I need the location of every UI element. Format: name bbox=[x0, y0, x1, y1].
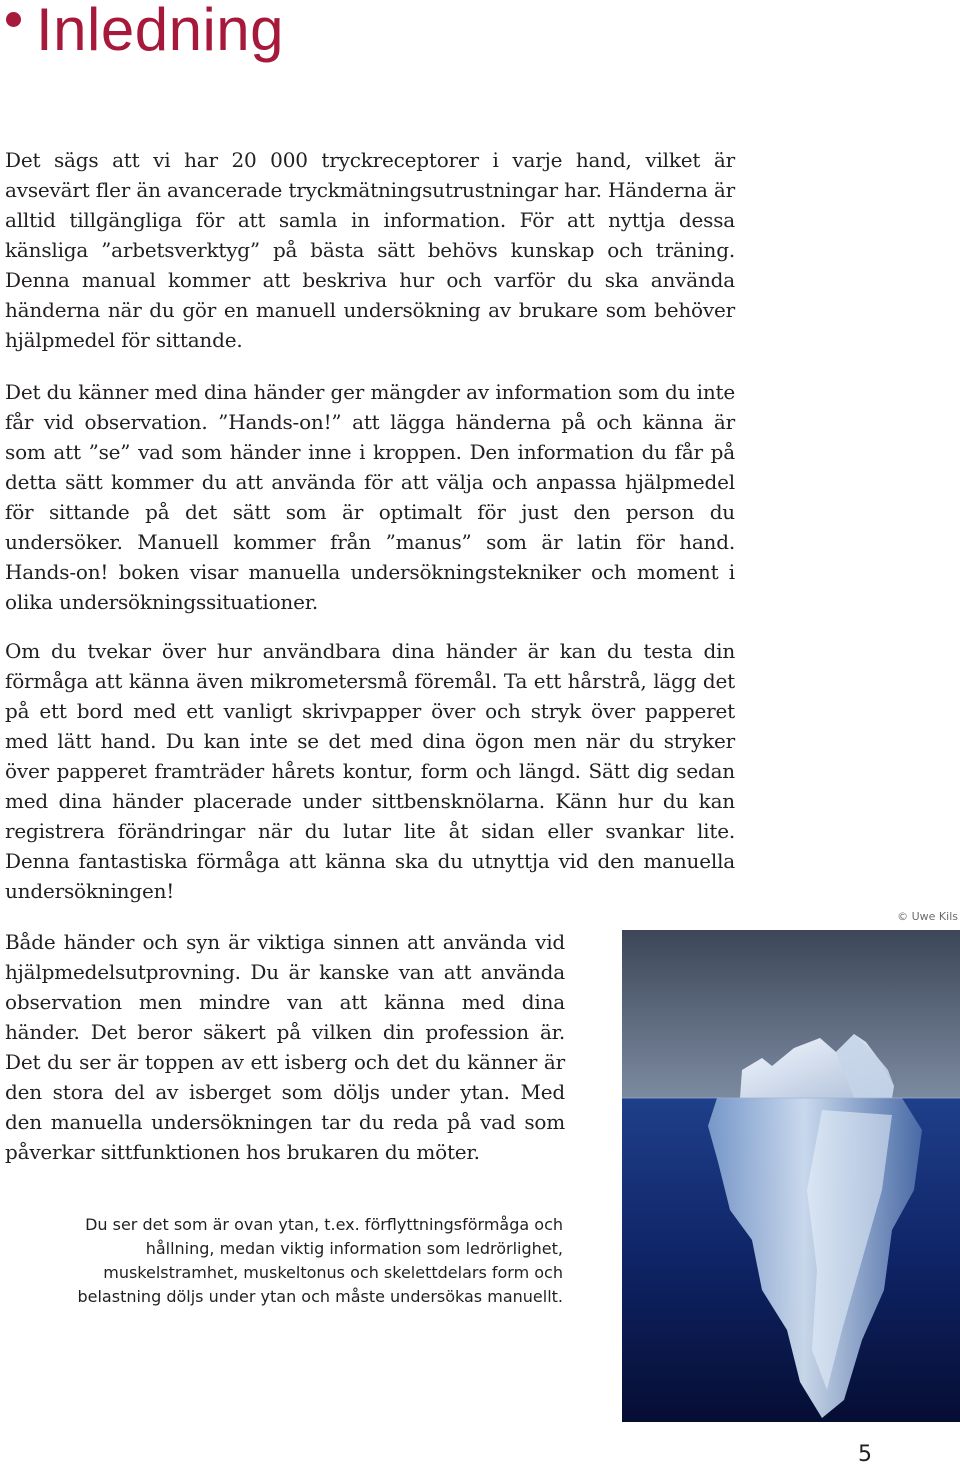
page-title: Inledning bbox=[36, 0, 285, 63]
iceberg-photo bbox=[622, 930, 960, 1422]
paragraph-3: Om du tvekar över hur användbara dina händer är kan du testa din förmåga att känna även mikrometersmå föremål. Ta ett hårstrå, lägg det på ett bord med ett vanligt skrivpapper över och stryk över papperet med lätt hand. Du kan inte se det med dina ögon men när du stryker över papperet framträder hårets kontur, form och längd. Sätt dig sedan med dina händer placerade under sittbensknölarna. Känn hur du kan registrera förändringar när du lutar lite åt sidan eller svankar lite. Denna fantastiska förmåga att känna ska du utnyttja vid den manuella undersökningen! bbox=[5, 639, 735, 903]
page-number: 5 bbox=[858, 1442, 872, 1467]
paragraph-1: Det sägs att vi har 20 000 tryckreceptorer i varje hand, vilket är avsevärt fler än avancerade tryckmätningsutrustningar har. Händerna är alltid tillgängliga för att samla in information. För att nyttja dessa känsliga ”arbetsverktyg” på bästa sätt behövs kunskap och träning. Denna manual kommer att beskriva hur och varför du ska använda händerna när du gör en manuell undersökning av brukare som behöver hjälpmedel för sittande. bbox=[5, 148, 735, 352]
photo-credit: © Uwe Kils bbox=[897, 910, 958, 923]
title-bullet bbox=[6, 12, 21, 27]
paragraph-4: Både händer och syn är viktiga sinnen att använda vid hjälpmedelsutprovning. Du är kanske van att använda observation men mindre van att känna med dina händer. Det beror säkert på vilken din profession är. Det du ser är toppen av ett isberg och det du känner är den stora del av isberget som döljs under ytan. Med den manuella undersökningen tar du reda på vad som påverkar sittfunktionen hos brukaren du möter. bbox=[5, 930, 565, 1164]
image-caption: Du ser det som är ovan ytan, t.ex. förflyttningsförmåga och hållning, medan viktig information som ledrörlighet, muskelstramhet, muskeltonus och skelettdelars form och belastning döljs under ytan och måste undersökas manuellt. bbox=[77, 1215, 563, 1306]
paragraph-2: Det du känner med dina händer ger mängder av information som du inte får vid observation. ”Hands-on!” att lägga händerna på och känna är som att ”se” vad som händer inne i kroppen. Den information du får på detta sätt kommer du att använda för att välja och anpassa hjälpmedel för sittande på det sätt som är optimalt för just den person du undersöker. Manuell kommer från ”manus” som är latin för hand. Hands-on! boken visar manuella undersökningstekniker och moment i olika undersökningssituationer. bbox=[5, 380, 735, 614]
